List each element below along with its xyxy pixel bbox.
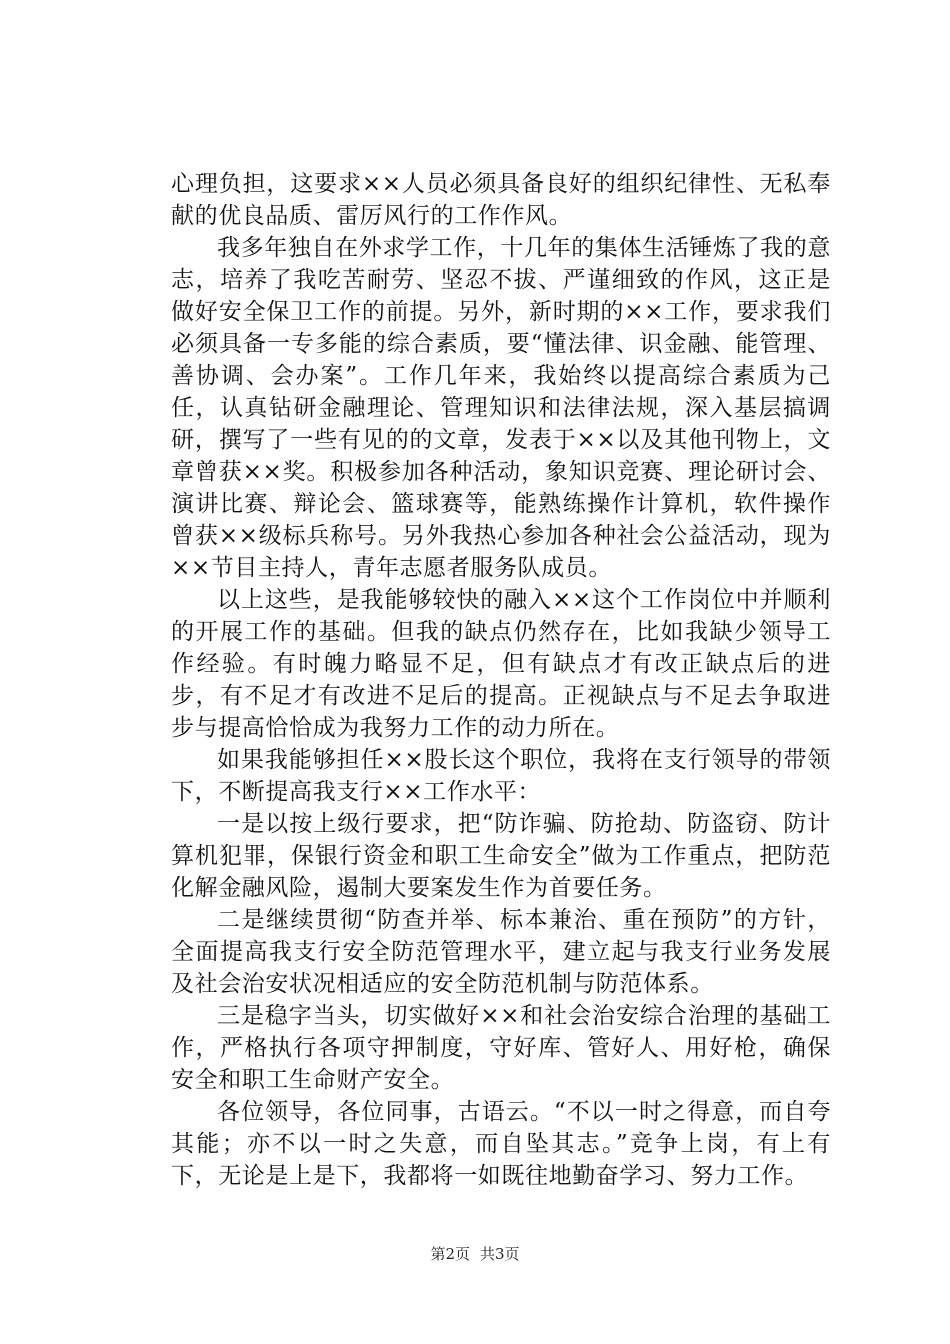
paragraph-closing: 各位领导，各位同事，古语云。“不以一时之得意，而自夸其能；亦不以一时之失意，而自坠其志。”竞争上岗，有上有下，无论是上是下，我都将一如既往地勤奋学习、努力工作。 [171, 1099, 831, 1189]
paragraph-plan-item-3: 三是稳字当头，切实做好××和社会治安综合治理的基础工作，严格执行各项守押制度，守好库、管好人、用好枪，确保安全和职工生命财产安全。 [171, 1003, 831, 1093]
total-pages: 共3页 [480, 1245, 520, 1263]
paragraph-background: 我多年独自在外求学工作，十几年的集体生活锤炼了我的意志，培养了我吃苦耐劳、坚忍不拔、严谨细致的作风，这正是做好安全保卫工作的前提。另外，新时期的××工作，要求我们必须具备一专多能的综合素质，要“懂法律、识金融、能管理、善协调、会办案”。工作几年来，我始终以提高综合素质为己任，认真钻研金融理论、管理知识和法律法规，深入基层搞调研，撰写了一些有见的的文章，发表于××以及其他刊物上，文章曾获××奖。积极参加各种活动，象知识竞赛、理论研讨会、演讲比赛、辩论会、篮球赛等，能熟练操作计算机，软件操作曾获××级标兵称号。另外我热心参加各种社会公益活动，现为××节目主持人，青年志愿者服务队成员。 [171, 235, 831, 581]
page-number: 第2页 [430, 1245, 470, 1263]
body-text [171, 168, 831, 1192]
paragraph-strengths-weaknesses: 以上这些，是我能够较快的融入××这个工作岗位中并顺利的开展工作的基础。但我的缺点仍然存在，比如我缺少领导工作经验。有时魄力略显不足，但有缺点才有改正缺点后的进步，有不足才有改进不足后的提高。正视缺点与不足去争取进步与提高恰恰成为我努力工作的动力所在。 [171, 587, 831, 741]
page-footer [0, 1244, 950, 1264]
paragraph-plan-item-2: 二是继续贯彻“防查并举、标本兼治、重在预防”的方针，全面提高我支行安全防范管理水平，建立起与我支行业务发展及社会治安状况相适应的安全防范机制与防范体系。 [171, 907, 831, 997]
paragraph-continuation: 心理负担，这要求××人员必须具备良好的组织纪律性、无私奉献的优良品质、雷厉风行的工作作风。 [171, 171, 831, 229]
paragraph-plan-item-1: 一是以按上级行要求，把“防诈骗、防抢劫、防盗窃、防计算机犯罪，保银行资金和职工生命安全”做为工作重点，把防范化解金融风险，遏制大要案发生作为首要任务。 [171, 811, 831, 901]
paragraph-plan-intro: 如果我能够担任××股长这个职位，我将在支行领导的带领下，不断提高我支行××工作水平： [171, 747, 831, 805]
